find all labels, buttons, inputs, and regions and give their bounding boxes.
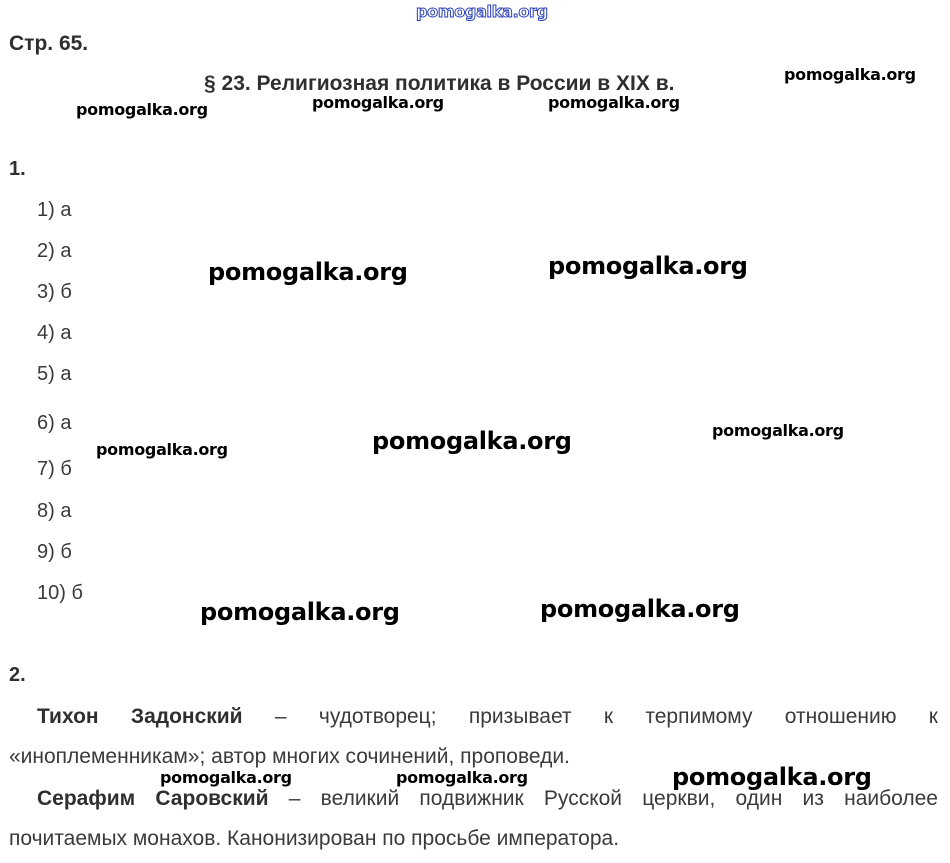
watermark: pomogalka.org — [160, 768, 292, 787]
entry-description: – великий подвижник Русской церкви, один из наиболее — [268, 787, 938, 810]
answer-item: 8) а — [37, 500, 72, 522]
watermark: pomogalka.org — [208, 258, 408, 286]
entry-line — [9, 697, 938, 737]
watermark: pomogalka.org — [312, 93, 444, 112]
answer-item: 1) а — [37, 199, 72, 221]
answer-item: 3) б — [37, 281, 72, 303]
answer-item: 9) б — [37, 541, 72, 563]
page-number: Стр. 65. — [9, 32, 89, 55]
entry-line: почитаемых монахов. Канонизирован по просьбе императора. — [9, 827, 620, 850]
watermark: pomogalka.org — [76, 100, 208, 119]
entry-line: «иноплеменникам»; автор многих сочинений, проповеди. — [9, 745, 570, 768]
answer-item: 5) а — [37, 363, 72, 385]
entry-description: – чудотворец; призывает к терпимому отношению к — [242, 705, 938, 728]
task-2-number: 2. — [9, 664, 26, 686]
watermark: pomogalka.org — [672, 763, 872, 791]
answer-item: 2) а — [37, 240, 72, 262]
person-name: Серафим Саровский — [37, 787, 269, 810]
answer-item: 10) б — [37, 582, 83, 604]
answer-item: 6) а — [37, 412, 72, 434]
answer-item: 4) а — [37, 322, 72, 344]
watermark: pomogalka.org — [784, 65, 916, 84]
watermark: pomogalka.org — [712, 421, 844, 440]
entry-serafim — [9, 779, 938, 859]
watermark: pomogalka.org — [96, 440, 228, 459]
watermark-top: pomogalka.org — [416, 2, 548, 21]
watermark: pomogalka.org — [548, 252, 748, 280]
watermark: pomogalka.org — [372, 427, 572, 455]
answer-item: 7) б — [37, 458, 72, 480]
section-title: § 23. Религиозная политика в России в XIX в. — [204, 72, 675, 95]
watermark: pomogalka.org — [540, 595, 740, 623]
watermark: pomogalka.org — [548, 93, 680, 112]
watermark: pomogalka.org — [200, 598, 400, 626]
person-name: Тихон Задонский — [37, 705, 243, 728]
watermark: pomogalka.org — [396, 768, 528, 787]
task-1-number: 1. — [9, 158, 26, 180]
